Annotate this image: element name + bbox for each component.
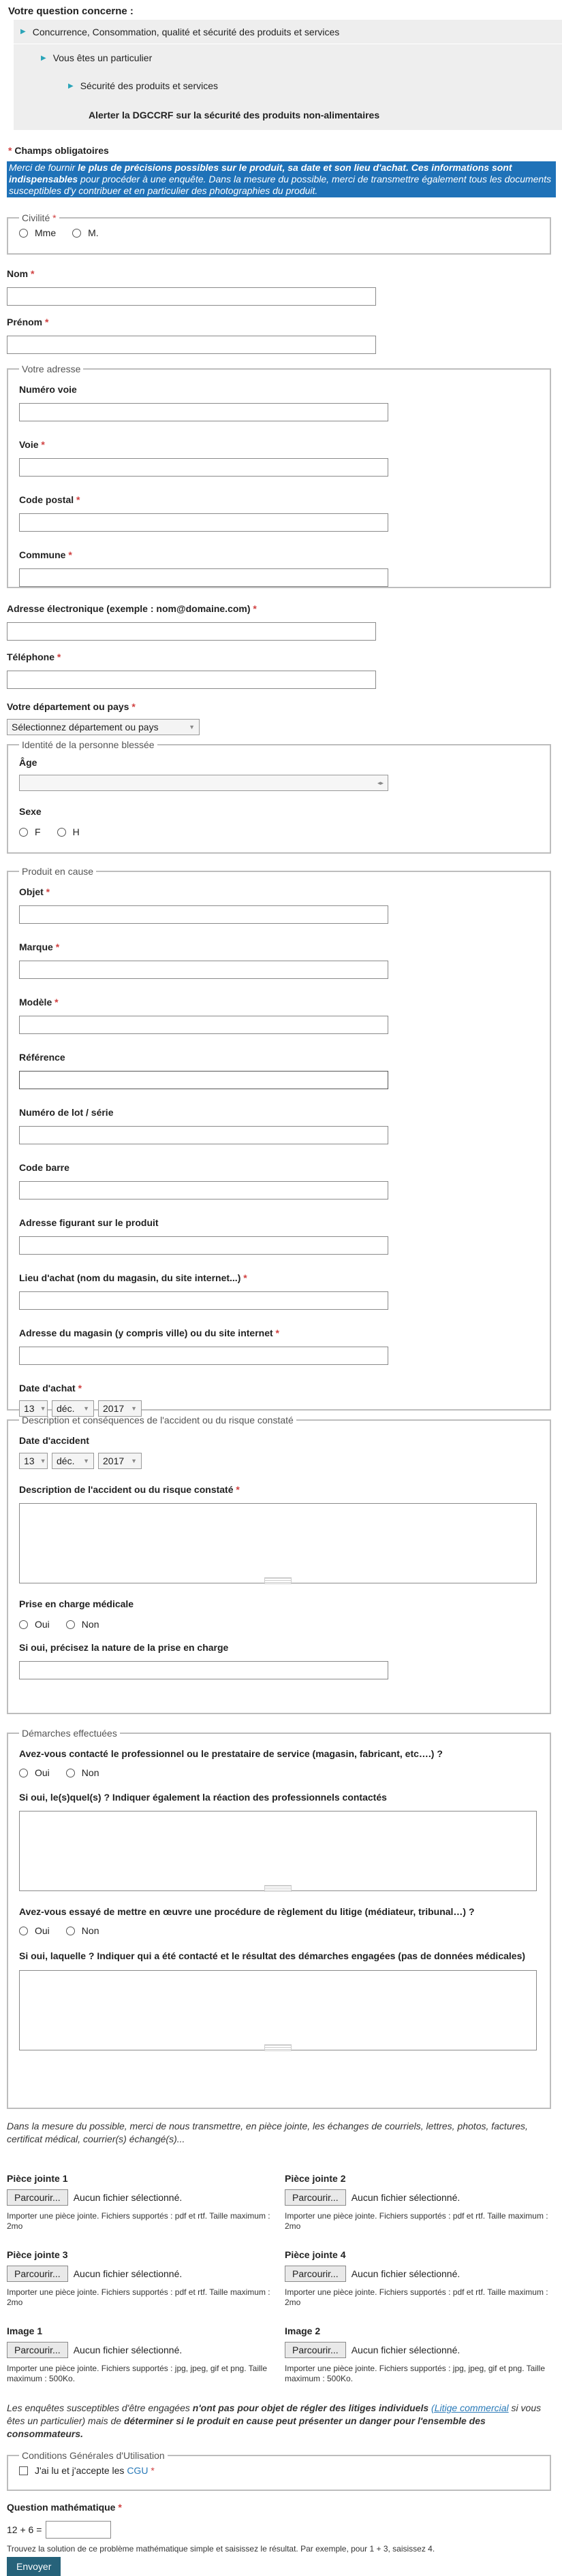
browse-button[interactable]: Parcourir... <box>7 2342 68 2358</box>
adresse-magasin-label: Adresse du magasin (y compris ville) ou du site internet <box>19 1327 273 1338</box>
attachment-4 <box>285 2249 556 2308</box>
email-label: Adresse électronique (exemple : nom@domaine.com) <box>7 603 251 614</box>
date-accident-day-select[interactable]: 13 ▼ <box>19 1453 48 1469</box>
attachment-3-label: Pièce jointe 3 <box>7 2249 68 2260</box>
nom-label: Nom <box>7 268 29 279</box>
cgu-legend: Conditions Générales d'Utilisation <box>22 2450 165 2461</box>
email-group: Adresse électronique (exemple : nom@domaine.com) * <box>7 603 557 641</box>
numero-input[interactable] <box>19 403 388 421</box>
question-title: Votre question concerne : <box>8 5 134 17</box>
civilite-mme-option[interactable]: Mme <box>19 227 56 238</box>
attachment-4-label: Pièce jointe 4 <box>285 2249 346 2260</box>
litige-non-option[interactable]: Non <box>66 1925 99 1936</box>
caret-right-icon: ▶ <box>20 28 26 35</box>
prenom-group: Prénom * <box>7 317 557 354</box>
radio-h[interactable] <box>57 828 66 837</box>
breadcrumb-item-domain[interactable]: ▶ Concurrence, Consommation, qualité et sécurité des produits et services <box>14 20 562 44</box>
adresse-produit-input[interactable] <box>19 1236 388 1255</box>
chevron-down-icon: ◂▸ <box>377 779 384 786</box>
contact-question: Avez-vous contacté le professionnel ou le prestataire de service (magasin, fabricant, etc….) ? <box>19 1748 443 1759</box>
lieu-input[interactable] <box>19 1291 388 1310</box>
description-label: Description de l'accident ou du risque constaté <box>19 1484 234 1495</box>
attachment-help: Importer une pièce jointe. Fichiers supportés : pdf et rtf. Taille maximum : 2mo <box>285 2211 548 2231</box>
contact-oui-option[interactable]: Oui <box>19 1767 50 1778</box>
breadcrumb <box>14 20 562 130</box>
adresse-produit-label: Adresse figurant sur le produit <box>19 1217 159 1228</box>
attachment-1 <box>7 2173 278 2232</box>
email-input[interactable] <box>7 622 376 641</box>
modele-input[interactable] <box>19 1016 388 1034</box>
age-label: Âge <box>19 757 37 768</box>
radio-f[interactable] <box>19 828 28 837</box>
image-2-label: Image 2 <box>285 2325 321 2336</box>
nom-input[interactable] <box>7 287 376 306</box>
numero-label: Numéro voie <box>19 384 77 395</box>
no-file-text: Aucun fichier sélectionné. <box>73 2345 183 2355</box>
attachment-help: Importer une pièce jointe. Fichiers supportés : jpg, jpeg, gif et png. Taille maximum : 500Ko. <box>285 2364 545 2383</box>
litige-details-textarea[interactable] <box>19 1970 537 2050</box>
telephone-label: Téléphone <box>7 651 55 662</box>
required-note: * Champs obligatoires <box>8 145 109 156</box>
math-help: Trouvez la solution de ce problème mathématique simple et saisissez le résultat. Par exemple, pour 1 + 3, saisissez 4. <box>7 2544 435 2554</box>
attachment-1-label: Pièce jointe 1 <box>7 2173 68 2184</box>
chevron-down-icon: ▼ <box>189 724 195 730</box>
lot-label: Numéro de lot / série <box>19 1107 114 1118</box>
litige-question: Avez-vous essayé de mettre en œuvre une procédure de règlement du litige (médiateur, tribunal…) ? <box>19 1906 475 1917</box>
barre-input[interactable] <box>19 1181 388 1200</box>
adresse-fieldset: Votre adresse Numéro voie Voie * Code postal * Commune * <box>7 364 551 588</box>
no-file-text: Aucun fichier sélectionné. <box>351 2345 460 2355</box>
attachments-grid <box>7 2173 557 2402</box>
modele-label: Modèle <box>19 997 52 1008</box>
civilite-options <box>19 227 539 238</box>
breadcrumb-item-topic[interactable]: ▶ Sécurité des produits et services <box>68 80 219 91</box>
dept-group: Votre département ou pays * Sélectionnez département ou pays ▼ <box>7 701 557 735</box>
radio-litige-oui[interactable] <box>19 1927 28 1935</box>
marque-input[interactable] <box>19 961 388 979</box>
litige-commercial-link[interactable]: (Litige commercial <box>431 2402 509 2413</box>
image-1 <box>7 2325 278 2384</box>
breadcrumb-item-current: Alerter la DGCCRF sur la sécurité des produits non-alimentaires <box>89 110 380 120</box>
caret-right-icon: ▶ <box>68 82 74 90</box>
chevron-down-icon: ▼ <box>40 1458 46 1464</box>
attachment-help: Importer une pièce jointe. Fichiers supportés : pdf et rtf. Taille maximum : 2mo <box>7 2287 270 2307</box>
civilite-legend: Civilité <box>22 212 50 223</box>
no-file-text: Aucun fichier sélectionné. <box>351 2268 460 2279</box>
browse-button[interactable]: Parcourir... <box>7 2266 68 2282</box>
math-answer-input[interactable] <box>46 2521 111 2539</box>
attachment-2-label: Pièce jointe 2 <box>285 2173 346 2184</box>
objet-input[interactable] <box>19 905 388 924</box>
image-1-label: Image 1 <box>7 2325 43 2336</box>
adresse-legend: Votre adresse <box>22 364 81 374</box>
cgu-link[interactable]: CGU <box>127 2465 149 2476</box>
prenom-label: Prénom <box>7 317 43 327</box>
browse-button[interactable]: Parcourir... <box>285 2189 346 2206</box>
age-select[interactable] <box>19 775 388 791</box>
civilite-m-option[interactable]: M. <box>72 227 99 238</box>
info-banner: Merci de fournir le plus de précisions possibles sur le produit, sa date et son lieu d'achat. Ces informations sont indispensables pour procéder à une enquête. Dans la mesure du possible, merci de transmettre également tous les documents susceptibles d'y contribuer et en particulier des photographies du produit. <box>7 161 556 197</box>
resize-grip-icon[interactable] <box>264 1885 292 1892</box>
attachment-3 <box>7 2249 278 2308</box>
radio-mme[interactable] <box>19 229 28 238</box>
attachment-help: Importer une pièce jointe. Fichiers supportés : jpg, jpeg, gif et png. Taille maximum : 500Ko. <box>7 2364 267 2383</box>
date-achat-day-select[interactable]: 13 ▼ <box>19 1400 48 1417</box>
sexe-h-option[interactable]: H <box>57 826 80 837</box>
commune-input[interactable] <box>19 568 388 587</box>
radio-litige-non[interactable] <box>66 1927 75 1935</box>
contact-details-textarea[interactable] <box>19 1811 537 1891</box>
date-accident-label: Date d'accident <box>19 1435 89 1446</box>
resize-grip-icon[interactable] <box>264 1577 292 1584</box>
radio-m[interactable] <box>72 229 81 238</box>
caret-right-icon: ▶ <box>41 54 46 62</box>
cgu-text: J'ai lu et j'accepte les <box>35 2465 125 2476</box>
blesse-legend: Identité de la personne blessée <box>22 739 155 750</box>
math-expression: 12 + 6 = <box>7 2524 42 2535</box>
reference-label: Référence <box>19 1052 65 1063</box>
required-star: * <box>8 145 12 156</box>
demarches-legend: Démarches effectuées <box>22 1728 117 1739</box>
dept-select[interactable]: Sélectionnez département ou pays ▼ <box>7 719 200 735</box>
lot-input[interactable] <box>19 1126 388 1144</box>
chevron-down-icon: ▼ <box>131 1458 137 1464</box>
math-group: Question mathématique * 12 + 6 = Trouvez la solution de ce problème mathématique simple et saisissez le résultat. Par exemple, pour 1 + 3, saisissez 4. <box>7 2502 557 2554</box>
breadcrumb-item-profile[interactable]: ▶ Vous êtes un particulier <box>41 52 153 63</box>
sexe-f-option[interactable]: F <box>19 826 41 837</box>
prenom-input[interactable] <box>7 336 376 354</box>
browse-button[interactable]: Parcourir... <box>7 2189 68 2206</box>
nature-label: Si oui, précisez la nature de la prise en charge <box>19 1642 229 1653</box>
cgu-checkbox[interactable] <box>19 2466 28 2475</box>
prise-oui-option[interactable]: Oui <box>19 1619 50 1630</box>
image-2 <box>285 2325 556 2384</box>
voie-input[interactable] <box>19 458 388 477</box>
accident-legend: Description et conséquences de l'accident ou du risque constaté <box>22 1415 294 1426</box>
sexe-label: Sexe <box>19 806 42 817</box>
no-file-text: Aucun fichier sélectionné. <box>73 2268 183 2279</box>
attachment-help: Importer une pièce jointe. Fichiers supportés : pdf et rtf. Taille maximum : 2mo <box>285 2287 548 2307</box>
no-file-text: Aucun fichier sélectionné. <box>351 2192 460 2203</box>
marque-label: Marque <box>19 941 53 952</box>
cgu-fieldset: Conditions Générales d'Utilisation J'ai lu et j'accepte les CGU * <box>7 2450 551 2491</box>
date-achat-year-select[interactable]: 2017 ▼ <box>98 1400 142 1417</box>
lieu-label: Lieu d'achat (nom du magasin, du site internet...) <box>19 1272 241 1283</box>
cp-input[interactable] <box>19 513 388 532</box>
prise-label: Prise en charge médicale <box>19 1598 134 1609</box>
enquete-note: Les enquêtes susceptibles d'être engagées n'ont pas pour objet de régler des litiges individuels (Litige commercial si vous êtes un particulier) mais de déterminer si le produit en cause peut présenter un danger pour l'ensemble des consommateurs. <box>7 2402 542 2439</box>
chevron-down-icon: ▼ <box>83 1458 89 1464</box>
chevron-down-icon: ▼ <box>131 1405 137 1412</box>
chevron-down-icon: ▼ <box>40 1405 46 1412</box>
prise-non-option[interactable]: Non <box>66 1619 99 1630</box>
date-accident-month-select[interactable]: déc. ▼ <box>52 1453 94 1469</box>
telephone-group: Téléphone * <box>7 651 557 689</box>
accident-fieldset: Description et conséquences de l'accident ou du risque constaté Date d'accident 13 ▼ déc. ▼ 2017 ▼ Description de l'accident ou du risque constaté * Prise en charge médicale Oui Non Si oui, précisez la nature de la prise en charge <box>7 1415 551 1714</box>
contact-details-label: Si oui, le(s)quel(s) ? Indiquer également la réaction des professionnels contactés <box>19 1792 387 1803</box>
resize-grip-icon[interactable] <box>264 2044 292 2051</box>
nom-group: Nom * <box>7 268 557 306</box>
radio-prise-non[interactable] <box>66 1620 75 1629</box>
contact-non-option[interactable]: Non <box>66 1767 99 1778</box>
barre-label: Code barre <box>19 1162 69 1173</box>
telephone-input[interactable] <box>7 671 376 689</box>
nature-input[interactable] <box>19 1661 388 1679</box>
reference-input[interactable] <box>19 1071 388 1089</box>
description-textarea[interactable] <box>19 1503 537 1583</box>
browse-button[interactable]: Parcourir... <box>285 2342 346 2358</box>
attachment-2 <box>285 2173 556 2232</box>
date-accident-year-select[interactable]: 2017 ▼ <box>98 1453 142 1469</box>
litige-oui-option[interactable]: Oui <box>19 1925 50 1936</box>
browse-button[interactable]: Parcourir... <box>285 2266 346 2282</box>
demarches-fieldset <box>7 1728 551 2109</box>
attachment-help: Importer une pièce jointe. Fichiers supportés : pdf et rtf. Taille maximum : 2mo <box>7 2211 270 2231</box>
chevron-down-icon: ▼ <box>83 1405 89 1412</box>
attach-note: Dans la mesure du possible, merci de nous transmettre, en pièce jointe, les échanges de courriels, lettres, photos, factures, certificat médical, courrier(s) échangé(s)... <box>7 2121 528 2144</box>
adresse-magasin-input[interactable] <box>19 1347 388 1365</box>
radio-prise-oui[interactable] <box>19 1620 28 1629</box>
cp-label: Code postal <box>19 494 74 505</box>
math-label: Question mathématique <box>7 2502 116 2513</box>
objet-label: Objet <box>19 886 44 897</box>
dept-label: Votre département ou pays <box>7 701 129 712</box>
civilite-fieldset: Civilité * Mme M. <box>7 212 551 255</box>
produit-legend: Produit en cause <box>22 866 94 877</box>
date-achat-label: Date d'achat <box>19 1383 76 1394</box>
radio-contact-non[interactable] <box>66 1769 75 1777</box>
submit-button[interactable]: Envoyer <box>7 2557 61 2576</box>
commune-label: Commune <box>19 549 66 560</box>
voie-label: Voie <box>19 439 39 450</box>
radio-contact-oui[interactable] <box>19 1769 28 1777</box>
date-achat-month-select[interactable]: déc. ▼ <box>52 1400 94 1417</box>
no-file-text: Aucun fichier sélectionné. <box>73 2192 183 2203</box>
litige-details-label: Si oui, laquelle ? Indiquer qui a été contacté et le résultat des démarches engagées (pas de données médicales) <box>19 1950 526 1961</box>
blesse-fieldset <box>7 739 551 854</box>
produit-fieldset: Produit en cause Objet * Marque * Modèle * Référence Numéro de lot / série Code barre Adresse figurant sur le produit Lieu d'achat (nom du magasin, du site internet...) * Adresse du magasin (y compris ville) ou du site internet * Date d'achat * 13 ▼ déc. ▼ 2017 ▼ <box>7 866 551 1411</box>
